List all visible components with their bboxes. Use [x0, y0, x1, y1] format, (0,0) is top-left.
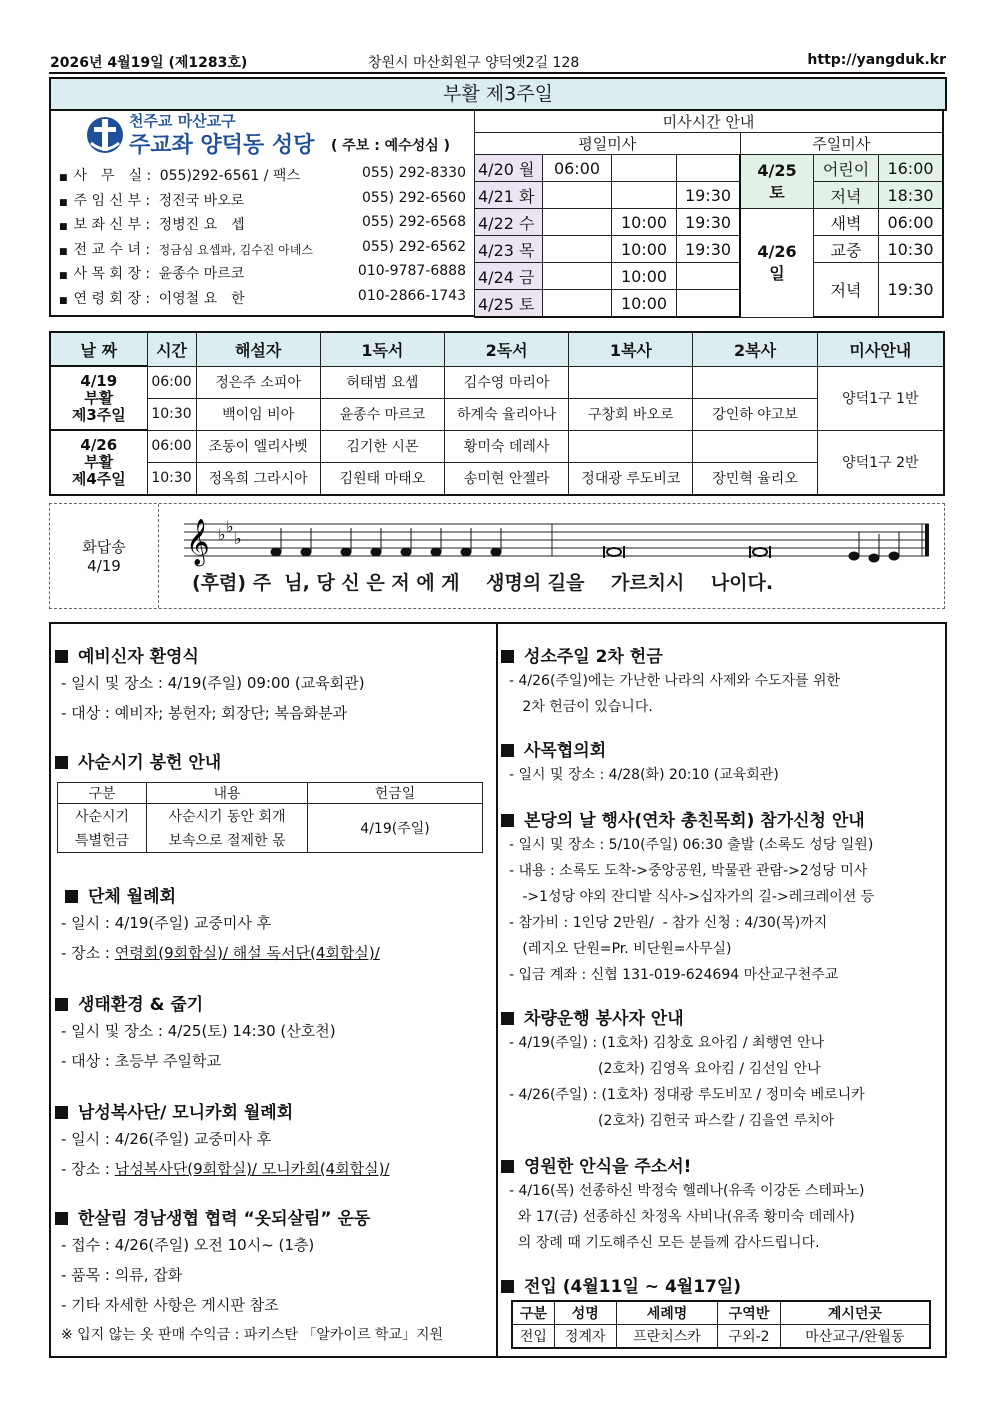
weekday-mass-title: 평일미사 — [475, 133, 741, 155]
schedule-header: 1독서 — [320, 332, 444, 366]
psalm-staff — [174, 510, 934, 572]
mass-day: 4/20 월 — [475, 155, 543, 182]
new-members-cell: 전입 — [512, 1325, 554, 1349]
contact-list — [59, 165, 474, 312]
psalm-lyrics: (후렴) 주 님, 당 신 은 저 에 게 생명의 길을 가르치시 나이다. — [192, 572, 774, 594]
contact-phone: 010-2866-1743 — [357, 287, 466, 304]
contact-phone: 055) 292-6560 — [361, 189, 466, 206]
sunday-mass-time: 10:30 — [879, 236, 944, 263]
website-link[interactable]: http://yangduk.kr — [807, 52, 946, 68]
contact-phone: 055) 292-6562 — [361, 238, 466, 255]
diocese-name: 천주교 마산교구 — [129, 112, 236, 130]
schedule-cell: 강인하 야고보 — [693, 398, 817, 430]
contact-role: 연 령 회 장 : — [73, 290, 151, 307]
mass-row: 4/23 목 10:00 19:30 교중 10:30 — [475, 236, 944, 263]
sunday-mass-label: 저녁 — [814, 263, 879, 318]
parish-info — [49, 109, 476, 317]
contact-role: 전 교 수 녀 : — [73, 241, 151, 258]
bullet-icon: ■ — [59, 246, 68, 257]
section-eternal-rest: 영원한 안식을 주소서! — [501, 1152, 691, 1177]
section-parish-day: 본당의 날 행사(연차 총친목회) 참가신청 안내 — [501, 806, 865, 831]
svg-text:♭: ♭ — [234, 529, 242, 548]
svg-text:♭: ♭ — [218, 525, 226, 544]
sunday-mass-label: 교중 — [814, 236, 879, 263]
schedule-cell: 황미숙 데레사 — [444, 430, 568, 462]
schedule-cell: 정은주 소피아 — [196, 366, 320, 398]
schedule-cell: 구창회 바오로 — [569, 398, 693, 430]
new-members-header: 구분 — [512, 1301, 554, 1325]
contact-name: 정금심 요셉파, 김수진 아녜스 — [158, 242, 313, 257]
lent-offering-table: 구분 내용 헌금일 사순시기 사순시기 동안 회개 4/19(주일) 특별헌금 보속으로 절제한 몫 — [57, 782, 483, 853]
new-members-header: 성명 — [554, 1301, 616, 1325]
schedule-cell: 김수영 마리아 — [444, 366, 568, 398]
parish-address: 창원시 마산회원구 양덕옛2길 128 — [368, 55, 580, 71]
top-divider — [49, 72, 945, 74]
new-members-cell: 프란치스카 — [616, 1325, 718, 1349]
mass-row: 4/24 금 10:00 저녁 19:30 — [475, 263, 944, 290]
section-clothes-recycling: 한살림 경남생협 협력 “옷되살림” 운동 — [55, 1204, 370, 1229]
section-group-meeting: 단체 월례회 — [65, 882, 176, 907]
schedule-cell: 허태범 요셉 — [320, 366, 444, 398]
section-altar-servers: 남성복사단/ 모니카회 월례회 — [55, 1098, 293, 1123]
schedule-cell: 06:00 — [147, 430, 196, 462]
page-title: 부활 제3주일 — [49, 77, 947, 111]
contact-row — [59, 288, 474, 313]
section-catechumen: 예비신자 환영식 — [55, 642, 199, 667]
schedule-cell: 김기한 시몬 — [320, 430, 444, 462]
schedule-header: 날 짜 — [50, 332, 147, 366]
schedule-cell: 하계숙 율리아나 — [444, 398, 568, 430]
schedule-header: 미사안내 — [817, 332, 944, 366]
psalm-date: 4/19 — [87, 557, 121, 575]
sunday-mass-label: 저녁 — [814, 182, 879, 209]
contact-role: 주 임 신 부 : — [73, 192, 151, 209]
schedule-cell: 윤종수 마르코 — [320, 398, 444, 430]
sunday-mass-label: 새벽 — [814, 209, 879, 236]
bullet-icon: ■ — [59, 271, 68, 281]
schedule-cell: 10:30 — [147, 398, 196, 430]
contact-name: 정진국 바오로 — [158, 192, 245, 209]
new-members-header: 구역반 — [718, 1301, 780, 1325]
section-new-members: 전입 (4월11일 ~ 4월17일) — [501, 1272, 741, 1297]
parish-name: 주교좌 양덕동 성당 — [129, 133, 315, 158]
schedule-row — [50, 430, 944, 462]
sunday-mass-time: 06:00 — [879, 209, 944, 236]
mass-times-table — [474, 109, 944, 318]
schedule-date: 4/26 부활 제4주일 — [50, 430, 147, 495]
schedule-date: 4/19 부활 제3주일 — [50, 366, 147, 430]
contact-role: 사 무 실 : — [73, 168, 152, 184]
treble-clef-icon: 𝄞 — [186, 519, 210, 565]
schedule-header: 시간 — [147, 332, 196, 366]
section-pastoral-council: 사목협의회 — [501, 736, 606, 761]
mass-row: 4/22 수 10:00 19:30 4/26 일 새벽 06:00 — [475, 209, 944, 236]
sunday-mass-time: 18:30 — [879, 182, 944, 209]
schedule-guide: 양덕1구 1반 — [817, 366, 944, 430]
svg-text:♭: ♭ — [226, 517, 234, 536]
sunday-mass-time: 16:00 — [879, 155, 944, 182]
schedule-header: 2독서 — [444, 332, 568, 366]
schedule-cell: 정옥희 그라시아 — [196, 462, 320, 495]
sunday-mass-title: 주일미사 — [740, 133, 943, 155]
schedule-row — [50, 462, 944, 495]
contact-name: 정병진 요 셉 — [158, 217, 245, 233]
schedule-cell: 김원태 마태오 — [320, 462, 444, 495]
sunday-date: 4/26 일 — [740, 209, 814, 318]
mass-row: 4/21 화 19:30 저녁 18:30 — [475, 182, 944, 209]
schedule-row — [50, 398, 944, 430]
mass-day: 4/21 화 — [475, 182, 543, 209]
schedule-cell — [693, 430, 817, 462]
contact-row — [59, 263, 474, 288]
schedule-header: 1복사 — [569, 332, 693, 366]
schedule-guide: 양덕1구 2반 — [817, 430, 944, 495]
mass-row: 4/20 월 06:00 4/25 토 어린이 16:00 — [475, 155, 944, 182]
contact-row — [59, 239, 474, 264]
mass-heading: 미사시간 안내 — [475, 110, 944, 133]
saturday-date: 4/25 토 — [740, 155, 814, 209]
contact-role: 보 좌 신 부 : — [73, 217, 151, 233]
contact-row — [59, 165, 474, 190]
psalm-section — [49, 503, 945, 609]
schedule-cell: 백이임 비아 — [196, 398, 320, 430]
new-members-table — [511, 1300, 931, 1349]
contact-name: 윤종수 마르코 — [158, 266, 245, 282]
bullet-icon: ■ — [59, 295, 68, 306]
contact-phone: 010-9787-6888 — [357, 263, 466, 279]
section-lent-offering: 사순시기 봉헌 안내 — [55, 748, 221, 773]
schedule-cell: 장민혁 율리오 — [693, 462, 817, 495]
patron-label: ( 주보 : 예수성심 ) — [331, 138, 451, 154]
schedule-cell: 06:00 — [147, 366, 196, 398]
schedule-header: 2복사 — [693, 332, 817, 366]
mass-day: 4/24 금 — [475, 263, 543, 290]
mass-day: 4/23 목 — [475, 236, 543, 263]
contact-phone: 055) 292-8330 — [361, 165, 466, 181]
new-members-cell: 구외-2 — [718, 1325, 780, 1349]
schedule-cell: 조동이 엘리사벳 — [196, 430, 320, 462]
church-logo-icon — [85, 113, 125, 157]
service-schedule-table — [49, 331, 945, 496]
new-members-cell: 마산교구/완월동 — [780, 1325, 930, 1349]
section-drivers: 차량운행 봉사자 안내 — [501, 1004, 684, 1029]
contact-row — [59, 190, 474, 215]
mass-day: 4/25 토 — [475, 290, 543, 318]
bullet-icon: ■ — [59, 222, 68, 232]
schedule-cell — [693, 366, 817, 398]
contact-row — [59, 214, 474, 239]
section-eco: 생태환경 & 줍기 — [55, 990, 203, 1015]
schedule-cell: 송미현 안젤라 — [444, 462, 568, 495]
new-members-header: 세례명 — [616, 1301, 718, 1325]
schedule-row — [50, 366, 944, 398]
section-vocation-collection: 성소주일 2차 헌금 — [501, 642, 663, 667]
mass-row: 4/25 토 10:00 — [475, 290, 944, 318]
schedule-cell — [569, 366, 693, 398]
bullet-icon: ■ — [59, 197, 68, 208]
schedule-cell: 10:30 — [147, 462, 196, 495]
sunday-mass-time: 19:30 — [879, 263, 944, 318]
contact-name: 이영철 요 한 — [158, 290, 245, 307]
contact-role: 사 목 회 장 : — [73, 266, 151, 282]
new-members-header: 계시던곳 — [780, 1301, 930, 1325]
bullet-icon: ■ — [59, 173, 68, 183]
contact-phone: 055) 292-6568 — [361, 214, 466, 230]
psalm-label: 화답송 — [82, 538, 126, 556]
mass-day: 4/22 수 — [475, 209, 543, 236]
contact-name: 055)292-6561 / 팩스 — [159, 168, 300, 184]
announcements: 예비신자 환영식 - 일시 및 장소 : 4/19(주일) 09:00 (교육회관) - 대상 : 예비자; 봉헌자; 회장단; 복음화분과 사순시기 봉헌 안내 구분 내용 헌금일 사순시기 사순시기 동안 회개 4/19(주일) 특별헌금 보속으로 절제한 몫 단체 월례회 - 일시 : 4/19(주일) 교중미사 후 - 장소 : 연령회(9회합실)/ 해설 독서단(4회합실)/ 생태환경 & 줍기 - 일시 및 장소 : 4/25(토) 14:30 (산호천) - 대상 : 초등부 주일학교 남성복사단/ 모니카회 월례회 - 일시 : 4/26(주일) 교중미사 후 - 장소 : 남성복사단(9회합실)/ 모니카회(4회합실)/ 한살림 경남생협 협력 “옷되살림” 운동 - 접수 : 4/26(주일) 오전 10시~ (1층) - 품목 : 의류, 잡화 - 기타 자세한 사항은 게시판 참조 ※ 입지 않는 옷 판매 수익금 : 파키스탄 「알카이르 학교」지원 성소주일 2차 헌금 - 4/26(주일)에는 가난한 나라의 사제와 수도자를 위한 2차 헌금이 있습니다. 사목협의회 - 일시 및 장소 : 4/28(화) 20:10 (교육회관) 본당의 날 행사(연차 총친목회) 참가신청 안내 - 일시 및 장소 : 5/10(주일) 06:30 출발 (소록도 성당 일원) - 내용 : 소록도 도착->중앙공원, 박물관 관람->2성당 미사 ->1성당 야외 잔디밭 식사->십자가의 길->레크레이션 등 - 참가비 : 1인당 2만원/ - 참가 신청 : 4/30(목)까지 (레지오 단원=Pr. 비단원=사무실) - 입금 계좌 : 신협 131-019-624694 마산교구천주교 차량운행 봉사자 안내 - 4/19(주일) : (1호차) 김창호 요아킴 / 최행연 안나 (2호차) 김영옥 요아킴 / 김선임 안나 - 4/26(주일) : (1호차) 정대광 루도비꼬 / 정미숙 베로니카 (2호차) 김헌국 파스칼 / 김을연 루치아 영원한 안식을 주소서! - 4/16(목) 선종하신 박정숙 헬레나(유족 이강돈 스테파노) 와 17(금) 선종하신 차정옥 사비나(유족 황미숙 데레사) 의 장례 때 기도해주신 모든 분들께 감사드립니다. 전입 (4월11일 ~ 4월17일) 구분 성명 세례명 구역반 계시던곳 전입 정계자 프란치스카 구외-2 마산교구/완월동 — [49, 622, 947, 1358]
issue-date: 2026년 4월19일 (제1283호) — [50, 55, 248, 71]
schedule-header: 해설자 — [196, 332, 320, 366]
new-members-cell: 정계자 — [554, 1325, 616, 1349]
schedule-cell — [569, 430, 693, 462]
sunday-mass-label: 어린이 — [814, 155, 879, 182]
schedule-cell: 정대광 루도비코 — [569, 462, 693, 495]
